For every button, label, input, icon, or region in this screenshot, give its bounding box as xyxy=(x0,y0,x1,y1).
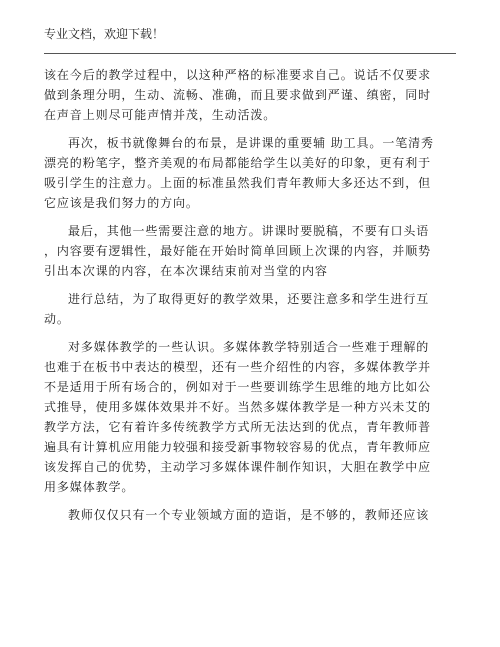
text-line: 进行总结，为了取得更好的教学效果，还要注意多和学生进行互 xyxy=(68,292,430,306)
text-line: 最后，其他一些需要注意的地方。讲课时要脱稿，不要有口头语 xyxy=(68,224,430,238)
text-line: 再次，板书就像舞台的布景，是讲课的重要辅 助工具。一笔清秀 xyxy=(68,136,434,150)
text-line: 教学方法，它有着许多传统教学方式所无法达到的优点，青年教师普 xyxy=(44,420,432,434)
text-line: 在声音上则尽可能声情并茂，生动活泼。 xyxy=(44,108,277,122)
text-line: 吸引学生的注意力。上面的标准虽然我们青年教师大多还达不到，但 xyxy=(44,176,432,190)
paragraph-2 xyxy=(44,133,460,213)
text-line: 漂亮的粉笔字，整齐美观的布局都能给学生以美好的印象，更有利于 xyxy=(44,156,432,170)
text-line: ，内容要有逻辑性，最好能在开始时简单回顾上次课的内容，并顺势 xyxy=(44,244,432,258)
paragraph-3 xyxy=(44,221,460,281)
text-line: 该发挥自己的优势，主动学习多媒体课件制作知识，大胆在教学中应 xyxy=(44,460,432,474)
paragraph-5 xyxy=(44,337,460,497)
text-line: 用多媒体教学。 xyxy=(44,480,135,494)
header-divider xyxy=(44,53,456,54)
paragraph-4 xyxy=(44,289,460,329)
text-line: 不是适用于所有场合的，例如对于一些要训练学生思维的地方比如公 xyxy=(44,380,432,394)
text-line: 做到条理分明，生动、流畅、准确，而且要求做到严谨、缜密，同时 xyxy=(44,88,432,102)
text-line: 它应该是我们努力的方向。 xyxy=(44,196,199,210)
text-line: 教师仅仅只有一个专业领域方面的造诣，是不够的，教师还应该 xyxy=(68,508,430,522)
document-body xyxy=(44,65,460,525)
paragraph-6 xyxy=(44,505,460,525)
text-line: 式推导，使用多媒体效果并不好。当然多媒体教学是一种方兴未艾的 xyxy=(44,400,432,414)
text-line: 引出本次课的内容，在本次课结束前对当堂的内容 xyxy=(44,264,328,278)
text-line: 动。 xyxy=(44,312,70,326)
text-line: 遍具有计算机应用能力较强和接受新事物较容易的优点，青年教师应 xyxy=(44,440,432,454)
text-line: 该在今后的教学过程中，以这种严格的标准要求自己。说话不仅要求 xyxy=(44,68,432,82)
paragraph-1 xyxy=(44,65,460,125)
page-header-text: 专业文档，欢迎下载！ xyxy=(44,27,165,41)
text-line: 对多媒体教学的一些认识。多媒体教学特别适合一些难于理解的 xyxy=(68,340,430,354)
text-line: 也难于在板书中表达的模型，还有一些介绍性的内容，多媒体教学并 xyxy=(44,360,432,374)
